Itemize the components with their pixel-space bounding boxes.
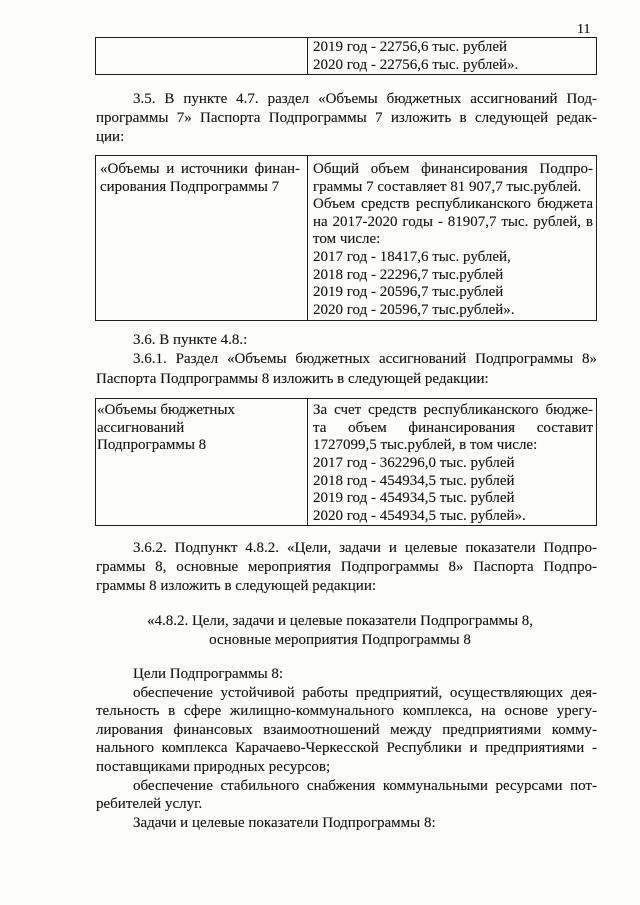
table-line: 2019 год - 454934,5 тыс. рублей bbox=[313, 490, 515, 507]
paragraph-line: 3.5. В пункте 4.7. раздел «Объемы бюджетных ассигнований Под- bbox=[133, 91, 597, 107]
paragraph-3-6-2 bbox=[96, 539, 597, 596]
paragraph-line: граммы 8 изложить в следующей редакции: bbox=[96, 578, 377, 594]
paragraph-line: граммы 8, основные мероприятия Подпрограммы 8» Паспорта Подпро- bbox=[96, 559, 597, 575]
table-line: 2019 год - 22756,6 тыс. рублей bbox=[313, 39, 508, 55]
table-cell-value bbox=[308, 156, 596, 320]
page-number: 11 bbox=[577, 22, 591, 37]
paragraph-line: 3.6.1. Раздел «Объемы бюджетных ассигнований Подпрограммы 8» bbox=[133, 351, 597, 368]
tasks-title: Задачи и целевые показатели Подпрограммы 8: bbox=[133, 814, 436, 831]
table-line: 2020 год - 20596,7 тыс.рублей». bbox=[313, 301, 515, 318]
table-cell-label bbox=[96, 156, 308, 320]
goal-line: ребителей услуг. bbox=[96, 796, 203, 813]
table-line: Общий объем финансирования Подпро- bbox=[313, 161, 593, 177]
table-line: ассигнований bbox=[97, 419, 185, 436]
paragraph-3-5 bbox=[96, 90, 597, 147]
goals-section bbox=[96, 665, 597, 832]
table-line: 2019 год - 20596,7 тыс.рублей bbox=[313, 284, 504, 301]
budget-table-continuation bbox=[95, 37, 597, 75]
table-line: «Объемы и источники финан- bbox=[100, 161, 300, 177]
table-cell-value bbox=[308, 38, 596, 74]
table-line: на 2017-2020 годы - 81907,7 тыс. рублей, в bbox=[313, 213, 593, 230]
goals-title: Цели Подпрограммы 8: bbox=[133, 666, 284, 682]
table-cell-label bbox=[96, 399, 308, 525]
goal-line: поставщиками природных ресурсов; bbox=[96, 758, 331, 775]
table-line: том числе: bbox=[313, 231, 381, 248]
table-line: Подпрограммы 8 bbox=[97, 437, 207, 454]
table-line: Объем средств республиканского бюджета bbox=[313, 196, 593, 213]
table-cell-label bbox=[96, 38, 308, 74]
table-line: та объем финансирования составит bbox=[313, 419, 593, 436]
table-line: 2017 год - 362296,0 тыс. рублей bbox=[313, 455, 515, 472]
paragraph-line: 3.6. В пункте 4.8.: bbox=[133, 332, 248, 348]
heading-line: основные мероприятия Подпрограммы 8 bbox=[209, 632, 471, 648]
heading-line: «4.8.2. Цели, задачи и целевые показатели Подпрограммы 8, bbox=[146, 613, 534, 629]
paragraph-line: ции: bbox=[96, 129, 125, 145]
paragraph-line: Паспорта Подпрограммы 8 изложить в следующей редакции: bbox=[96, 370, 489, 387]
section-heading-4-8-2 bbox=[90, 612, 590, 650]
table-line: 2017 год - 18417,6 тыс. рублей, bbox=[313, 248, 511, 265]
goal-line: тельность в сфере жилищно-коммунального комплекса, на основе урегу- bbox=[96, 703, 597, 720]
goal-line: нального комплекса Карачаево-Черкесской Республики и предприятиями - bbox=[96, 740, 597, 757]
table-line: «Объемы бюджетных bbox=[97, 402, 236, 418]
table-line: граммы 7 составляет 81 907,7 тыс.рублей. bbox=[313, 178, 582, 195]
table-line: 2018 год - 454934,5 тыс. рублей bbox=[313, 472, 515, 489]
paragraph-line: 3.6.2. Подпункт 4.8.2. «Цели, задачи и целевые показатели Подпро- bbox=[133, 540, 597, 556]
goal-line: лирования финансовых взаимоотношений между предприятиями комму- bbox=[96, 721, 597, 738]
subprogram-7-funding-table bbox=[95, 155, 597, 321]
table-cell-value bbox=[308, 399, 596, 525]
goal-line: обеспечение стабильного снабжения коммунальными ресурсами пот- bbox=[133, 777, 597, 794]
paragraph-3-6 bbox=[96, 331, 597, 389]
table-line: За счет средств республиканского бюдже- bbox=[313, 402, 593, 418]
table-line: 2018 год - 22296,7 тыс.рублей bbox=[313, 266, 504, 283]
subprogram-8-funding-table bbox=[95, 398, 597, 526]
table-line: 2020 год - 22756,6 тыс. рублей». bbox=[313, 57, 519, 73]
goal-line: обеспечение устойчивой работы предприятий, осуществляющих дея- bbox=[133, 684, 597, 701]
table-line: 1727099,5 тыс.рублей, в том числе: bbox=[313, 437, 538, 454]
table-line: сирования Подпрограммы 7 bbox=[100, 178, 280, 195]
paragraph-line: программы 7» Паспорта Подпрограммы 7 изложить в следующей редак- bbox=[96, 110, 597, 126]
table-line: 2020 год - 454934,5 тыс. рублей». bbox=[313, 508, 526, 525]
